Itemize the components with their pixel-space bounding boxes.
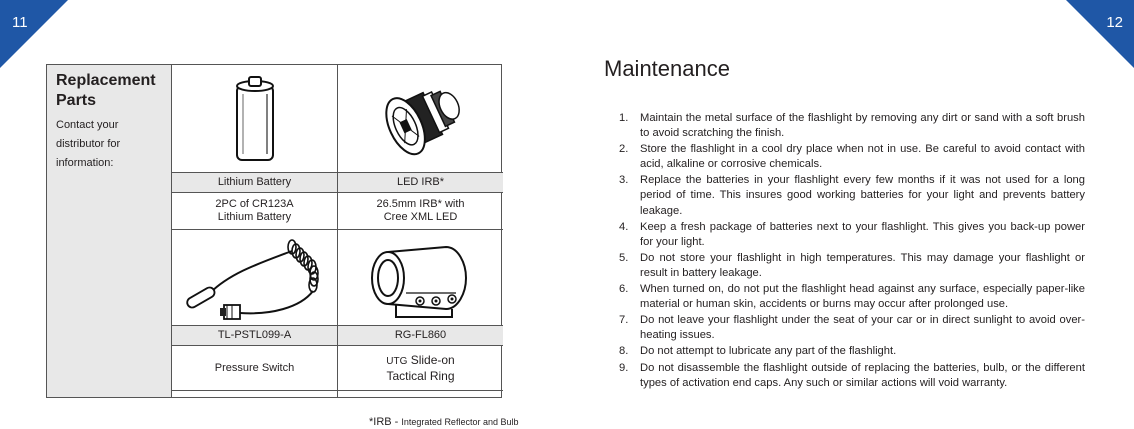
part-name: TL-PSTL099-A (172, 326, 338, 346)
empty-cell (338, 391, 503, 397)
maintenance-list (619, 111, 1085, 392)
part-name: Lithium Battery (172, 173, 338, 193)
list-item-text: Replace the batteries in your flashlight every few months if it was not used for a long period of time. This insures good working batteries for your light and prevents battery leakage. (640, 174, 1085, 217)
part-name: RG-FL860 (338, 326, 503, 346)
list-item-text: Maintain the metal surface of the flashlight by removing any dirt or sand with a soft brush to avoid scratching the finish. (640, 112, 1085, 140)
page-title: Maintenance (604, 56, 730, 81)
part-description (338, 346, 503, 391)
list-item (619, 251, 1085, 281)
list-item (619, 282, 1085, 312)
led-module-icon (366, 74, 476, 164)
list-item (619, 111, 1085, 141)
page-number-left: 11 (12, 14, 28, 31)
list-item-number: 7. (619, 314, 629, 327)
part-description: 2PC of CR123A Lithium Battery (172, 193, 338, 230)
part-name: LED IRB* (338, 173, 503, 193)
page-corner-tab-left (0, 0, 68, 68)
part-description: 26.5mm IRB* with Cree XML LED (338, 193, 503, 230)
page-corner-tab-right (1066, 0, 1134, 68)
list-item-number: 9. (619, 361, 629, 374)
footnote-prefix: *IRB - (369, 416, 402, 428)
part-image-cell (172, 230, 338, 326)
battery-icon (230, 74, 280, 164)
part-description: Pressure Switch (172, 346, 338, 391)
list-item (619, 344, 1085, 359)
replacement-parts-table (46, 64, 502, 398)
part-image-cell (338, 65, 503, 173)
list-item-text: Do not disassemble the flashlight outside of replacing the batteries, bulb, or the different types of activation end caps. Any such or similar actions will void warranty. (640, 361, 1085, 389)
list-item-number: 8. (619, 345, 629, 358)
list-item-number: 3. (619, 174, 629, 187)
part-brand: UTG (386, 355, 408, 367)
list-item (619, 220, 1085, 250)
list-item-number: 2. (619, 143, 629, 156)
list-item-text: Store the flashlight in a cool dry place when not in use. Be careful to avoid contact with acid, alkaline or corrosive chemicals. (640, 143, 1085, 171)
list-item-text: Keep a fresh package of batteries next to your flashlight. This gives you back-up power for your light. (640, 220, 1085, 248)
list-item-number: 5. (619, 251, 629, 264)
list-item-text: Do not attempt to lubricate any part of the flashlight. (640, 345, 897, 358)
list-item (619, 313, 1085, 343)
replacement-parts-side-panel (47, 65, 172, 397)
irb-footnote (369, 416, 518, 428)
list-item-text: Do not store your flashlight in high temperatures. This may damage your flashlight or result in battery leakage. (640, 251, 1085, 279)
list-item (619, 361, 1085, 391)
pressure-switch-icon (180, 233, 330, 323)
list-item-number: 1. (619, 112, 629, 124)
list-item (619, 173, 1085, 218)
tactical-ring-icon (366, 233, 476, 323)
replacement-parts-title: Replacement Parts (56, 72, 156, 109)
part-description-text: Slide-on Tactical Ring (386, 352, 455, 383)
list-item-text: Do not leave your flashlight under the seat of your car or in direct sunlight to avoid over-heating issues. (640, 314, 1085, 342)
list-item-number: 4. (619, 220, 629, 233)
list-item-text: When turned on, do not put the flashlight head against any surface, especially paper-like material or human skin, accidents or burns may occur after prolonged use. (640, 283, 1085, 311)
part-image-cell (338, 230, 503, 326)
empty-cell (172, 391, 338, 397)
right-page (567, 0, 1134, 429)
part-image-cell (172, 65, 338, 173)
replacement-parts-note: Contact your distributor for information: (56, 119, 121, 169)
list-item (619, 142, 1085, 172)
page-number-right: 12 (1106, 14, 1123, 31)
list-item-number: 6. (619, 283, 629, 296)
footnote-text: Integrated Reflector and Bulb (401, 417, 519, 427)
